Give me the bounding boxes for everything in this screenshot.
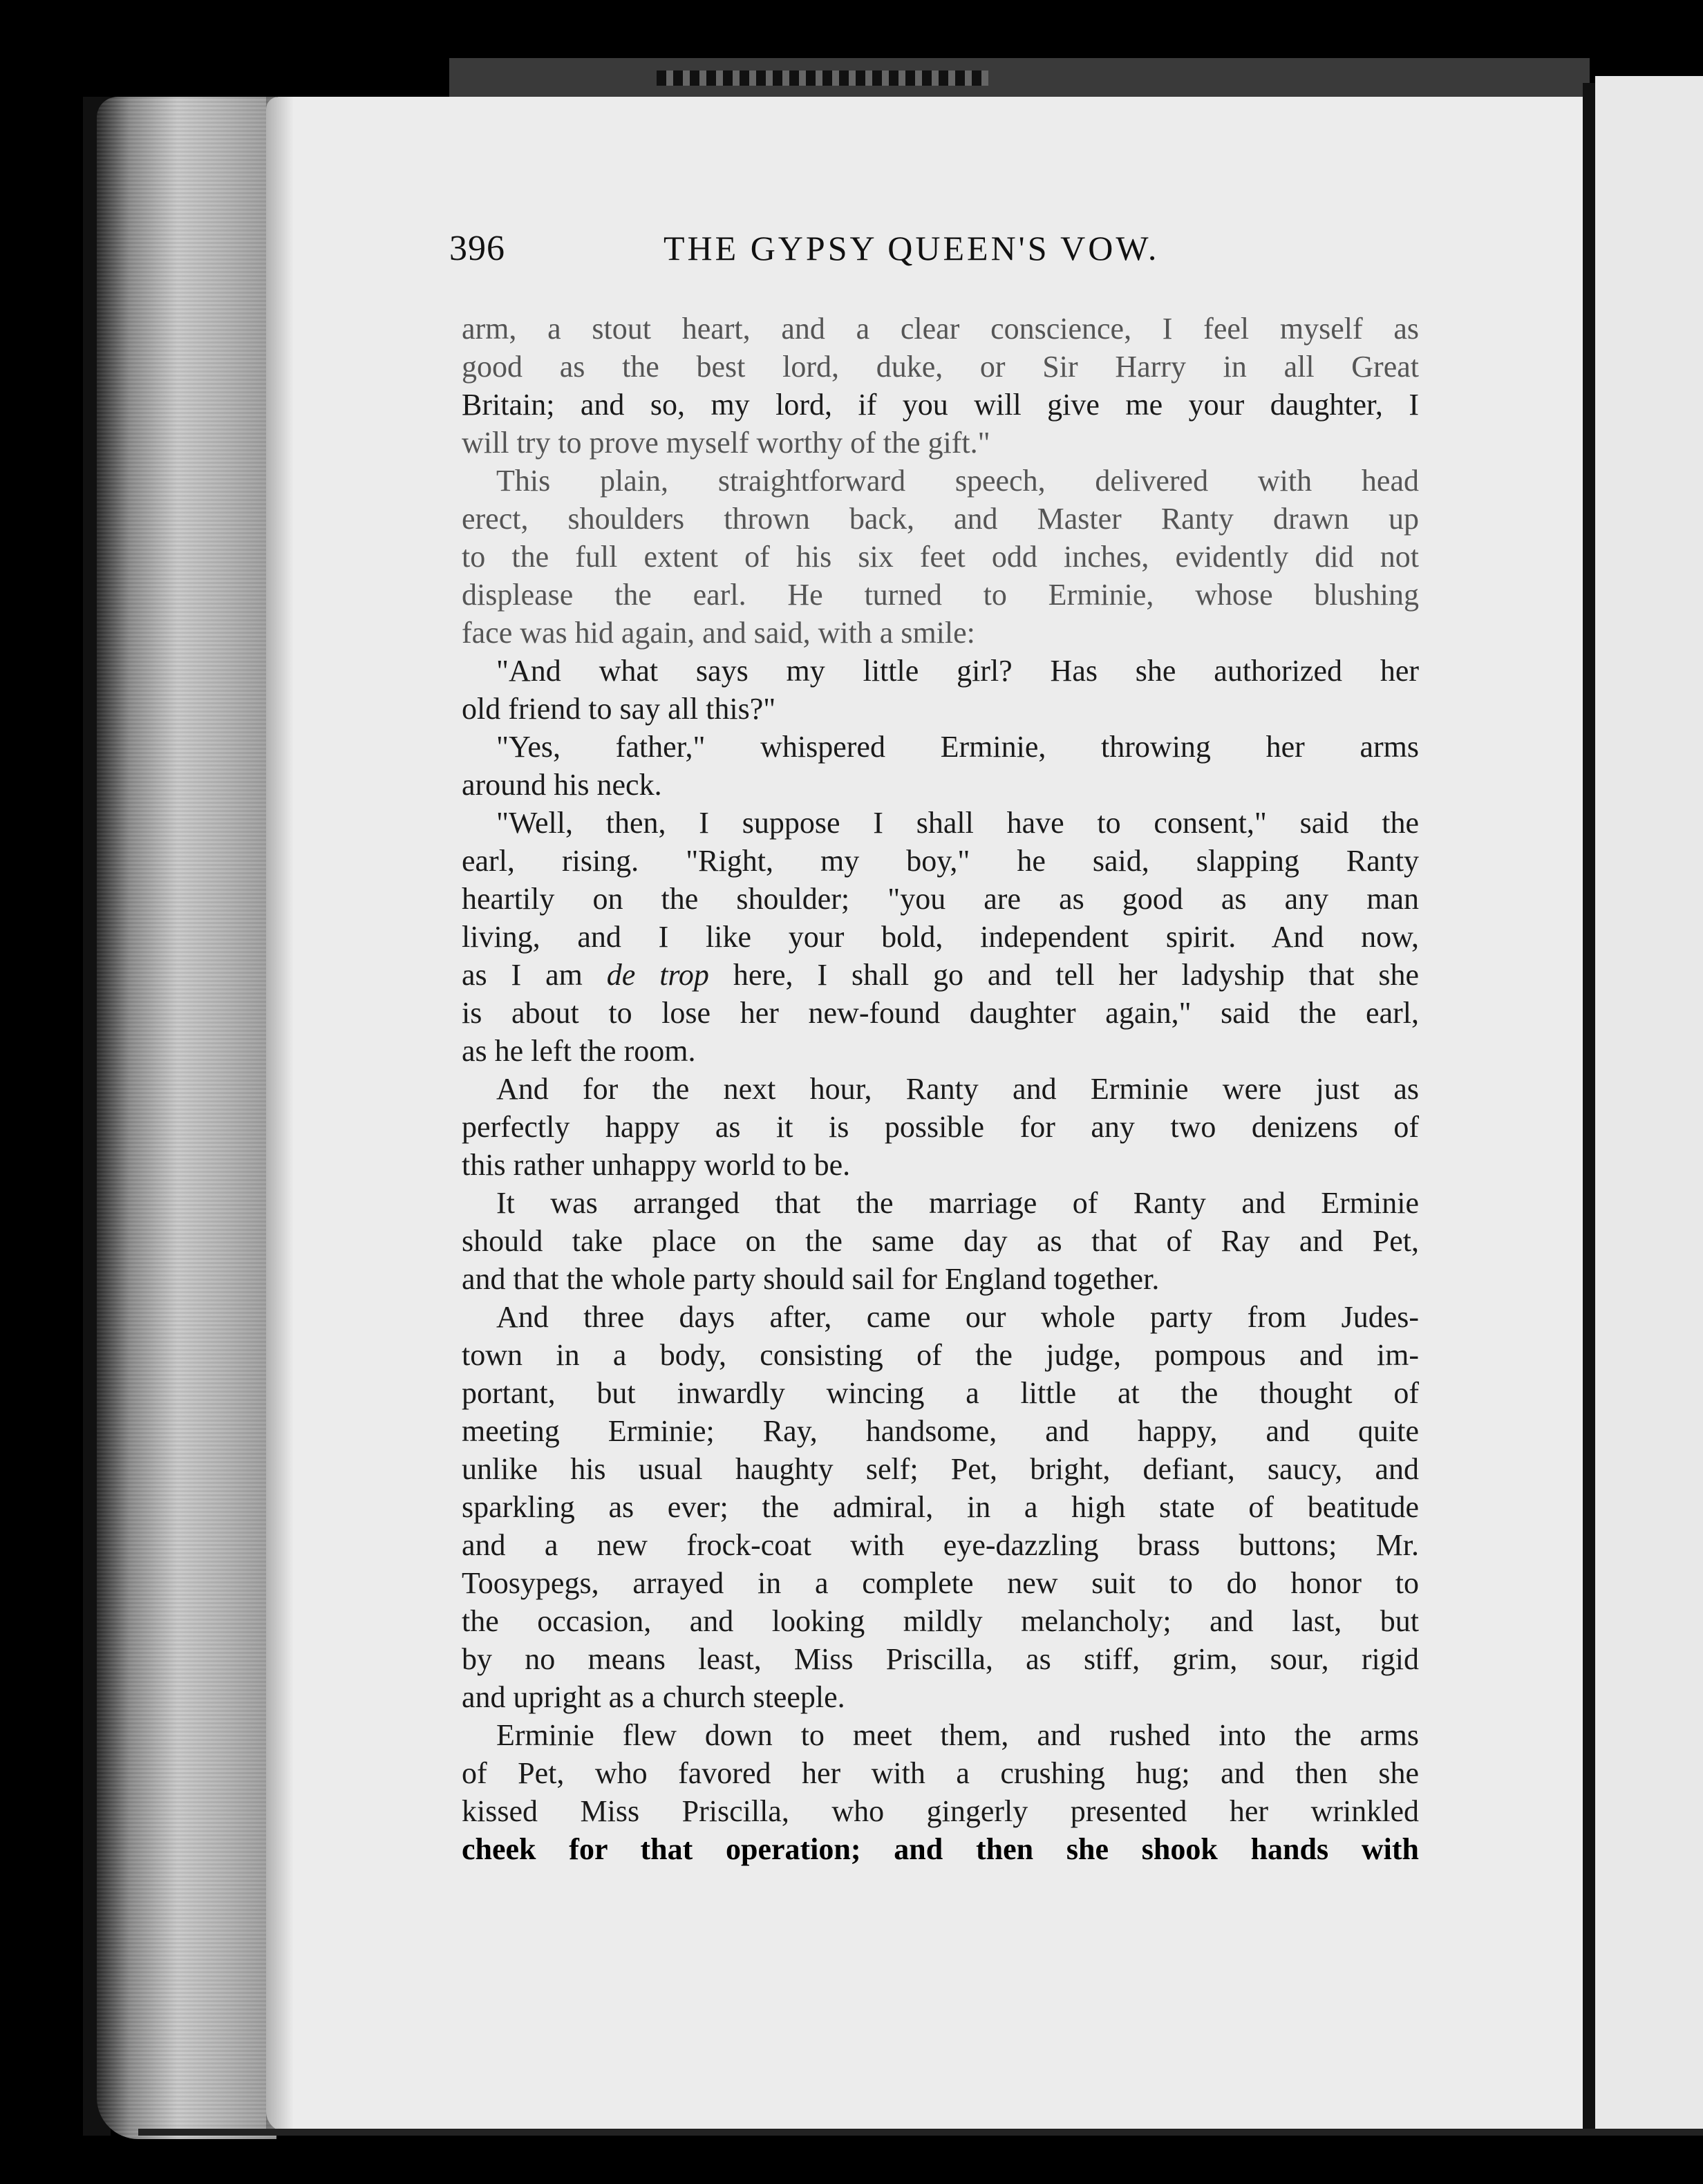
text-line: displease the earl. He turned to Erminie, whose blushing (462, 578, 1419, 612)
text-line: Britain; and so, my lord, if you will give me your daughter, I (462, 388, 1419, 422)
text-line: sparkling as ever; the admiral, in a high state of beatitude (462, 1490, 1419, 1524)
text-line: And three days after, came our whole party from Judes- (496, 1300, 1419, 1334)
page-shade (266, 97, 294, 2132)
text-line: kissed Miss Priscilla, who gingerly presented her wrinkled (462, 1794, 1419, 1828)
text-line: earl, rising. "Right, my boy," he said, slapping Ranty (462, 844, 1419, 878)
text-line: and upright as a church steeple. (462, 1680, 845, 1714)
book-page-edges (97, 97, 276, 2139)
text-line: as he left the room. (462, 1034, 696, 1068)
text-line: This plain, straightforward speech, delivered with head (496, 464, 1419, 498)
text-line: cheek for that operation; and then she shook hands with (462, 1832, 1419, 1866)
text-line: old friend to say all this?" (462, 692, 776, 726)
spine-label (657, 70, 988, 86)
text-line: "Well, then, I suppose I shall have to consent," said the (496, 806, 1419, 840)
text-line: "Yes, father," whispered Erminie, throwing her arms (496, 730, 1419, 764)
text-line: to the full extent of his six feet odd inches, evidently did not (462, 540, 1419, 574)
text-line: And for the next hour, Ranty and Erminie were just as (496, 1072, 1419, 1106)
bottom-edge (138, 2129, 1703, 2136)
text-line: will try to prove myself worthy of the gift." (462, 426, 990, 460)
text-line: unlike his usual haughty self; Pet, bright, defiant, saucy, and (462, 1452, 1419, 1486)
text-line: portant, but inwardly wincing a little at the thought of (462, 1376, 1419, 1410)
text-line: by no means least, Miss Priscilla, as stiff, grim, sour, rigid (462, 1642, 1419, 1676)
text-line: meeting Erminie; Ray, handsome, and happy, and quite (462, 1414, 1419, 1448)
italic-phrase: de trop (606, 958, 709, 992)
text-line: Toosypegs, arrayed in a complete new suit to do honor to (462, 1566, 1419, 1600)
top-strip (449, 58, 1590, 100)
text-line: perfectly happy as it is possible for any two denizens of (462, 1110, 1419, 1144)
text-line: It was arranged that the marriage of Ranty and Erminie (496, 1186, 1419, 1220)
text-line: good as the best lord, duke, or Sir Harry in all Great (462, 350, 1419, 384)
page-header (449, 228, 1417, 283)
book-gutter (1583, 83, 1595, 2136)
body-text (462, 310, 1419, 1868)
text-line: should take place on the same day as that of Ray and Pet, (462, 1224, 1419, 1258)
text-line: of Pet, who favored her with a crushing hug; and then she (462, 1756, 1419, 1790)
text-line: this rather unhappy world to be. (462, 1148, 851, 1182)
text-line: and a new frock-coat with eye-dazzling brass buttons; Mr. (462, 1528, 1419, 1562)
text-line: and that the whole party should sail for England together. (462, 1262, 1160, 1296)
page-number: 396 (449, 229, 505, 268)
text-line: face was hid again, and said, with a smile: (462, 616, 975, 650)
facing-page-edge (1595, 76, 1703, 2136)
text-line: the occasion, and looking mildly melancholy; and last, but (462, 1604, 1419, 1638)
text-line: erect, shoulders thrown back, and Master Ranty drawn up (462, 502, 1419, 536)
text-line: as I am de trop here, I shall go and tell her ladyship that she (462, 958, 1420, 992)
text-line: Erminie flew down to meet them, and rushed into the arms (496, 1718, 1419, 1752)
text-line: around his neck. (462, 768, 662, 802)
text-line: is about to lose her new-found daughter again," said the earl, (462, 996, 1419, 1030)
running-title: THE GYPSY QUEEN'S VOW. (664, 229, 1160, 267)
text-line: "And what says my little girl? Has she authorized her (496, 654, 1419, 688)
text-line: heartily on the shoulder; "you are as good as any man (462, 882, 1419, 916)
text-line: arm, a stout heart, and a clear conscience, I feel myself as (462, 312, 1419, 346)
text-line: living, and I like your bold, independent spirit. And now, (462, 920, 1419, 954)
text-line: town in a body, consisting of the judge, pompous and im- (462, 1338, 1419, 1372)
